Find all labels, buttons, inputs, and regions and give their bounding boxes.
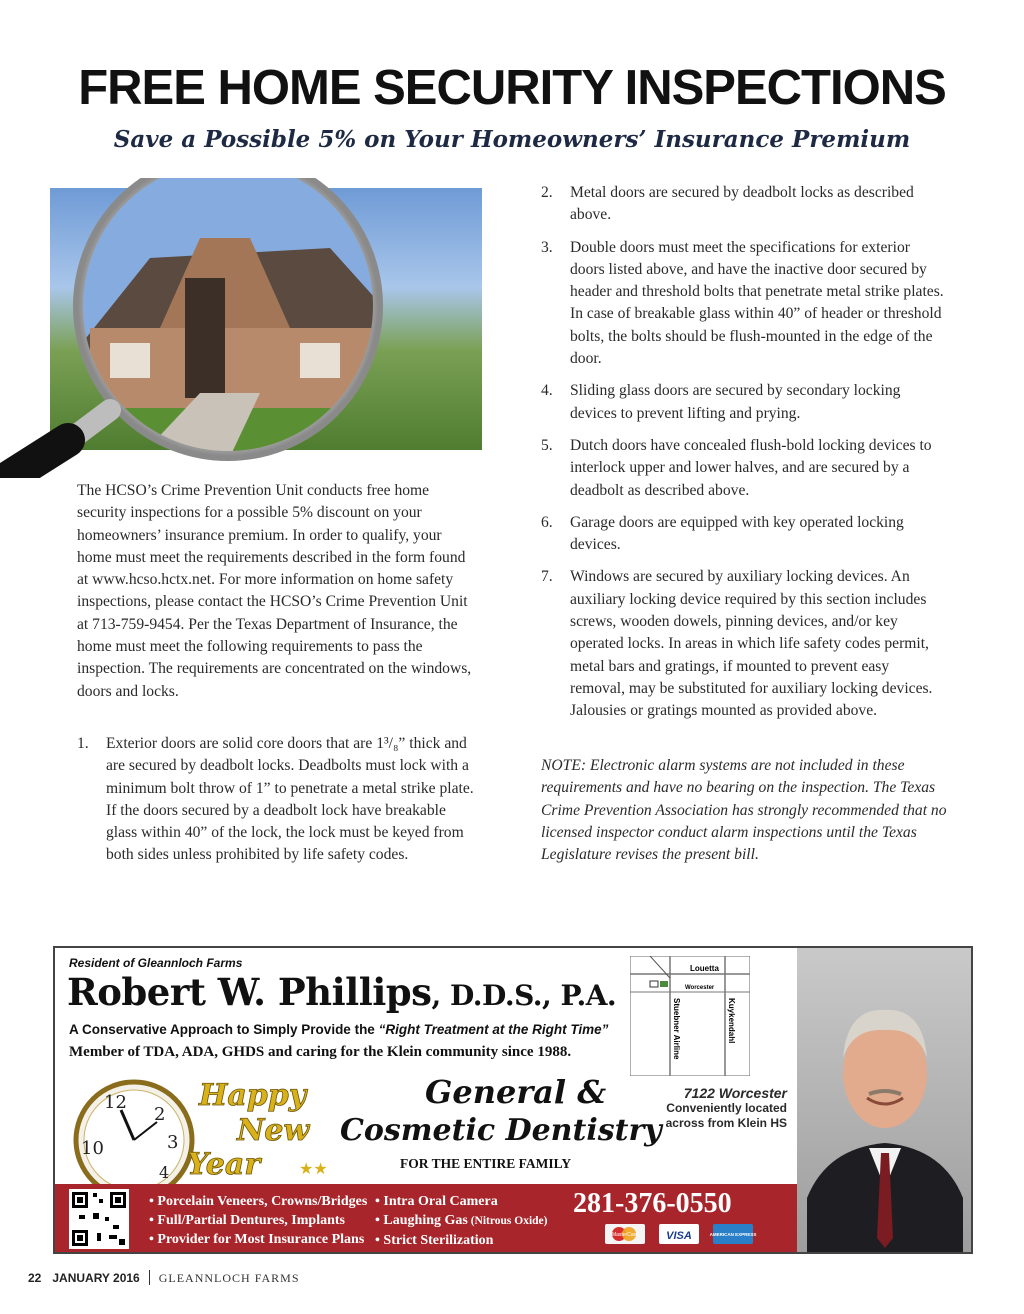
list-item-text: Metal doors are secured by deadbolt locks as described above.: [570, 184, 914, 224]
new-year-clock-icon: [59, 1070, 329, 1185]
list-item: [375, 1211, 548, 1231]
greeting-happy: Happy: [199, 1078, 307, 1113]
service-laughing-gas: Laughing Gas: [383, 1213, 468, 1228]
ad-services-band: [55, 1184, 797, 1254]
ad-dentist-name: [67, 970, 616, 1014]
list-item-text: Sliding glass doors are secured by secondary locking devices to prevent lifting and prying.: [570, 382, 901, 422]
alarm-note: NOTE: Electronic alarm systems are not included in these requirements and have no bearing on the inspection. The Texas Crime Prevention Association has strongly recommended that no licensed inspector conduct alarm inspections until the Texas Legislature revises the present bill.: [541, 757, 947, 864]
page-number: 22: [28, 1271, 42, 1285]
list-item-number: 7.: [541, 568, 553, 586]
payment-cards: [585, 1222, 775, 1246]
ad-resident-line: Resident of Gleannloch Farms: [69, 956, 243, 970]
dentist-portrait: [797, 948, 973, 1254]
list-item-text: Exterior doors are solid core doors that are 1³/₈” thick and are secured by deadbolt locks. Deadbolts must lock with a minimum bolt throw of 1” to penetrate a metal strike plate. If the doors secured by a deadbolt lock have breakable glass within 40” of the lock, the lock must be keyed from both sides unless prohibited by life safety codes.: [106, 735, 474, 864]
map-street-stuebner: Stuebner Airline: [672, 998, 681, 1060]
list-item-number: 1.: [77, 735, 89, 752]
list-item-text: Windows are secured by auxiliary locking devices. An auxiliary locking device required by this section includes screws, wooden dowels, pinning devices, and/or key operated locks. In areas in which life safety codes permit, metal bars and gratings, if mounted to prevent easy removal, may be substituted for auxiliary locking devices. Jalousies or gratings mounted as provided above.: [570, 568, 933, 720]
list-item: [541, 182, 946, 227]
footer-divider: [149, 1270, 150, 1285]
requirements-list-right: [541, 182, 946, 733]
list-item-number: 2.: [541, 184, 553, 201]
card-amex: AMERICAN EXPRESS: [709, 1232, 757, 1237]
map-street-kuykendahl: Kuykendahl: [727, 998, 736, 1044]
ad-credentials: , D.D.S., P.A.: [431, 979, 617, 1012]
list-item-number: 3.: [541, 238, 553, 256]
ad-location-line-2: across from Klein HS: [665, 1116, 787, 1130]
list-item-number: 5.: [541, 436, 553, 454]
list-item: [541, 566, 946, 722]
card-visa: VISA: [666, 1230, 692, 1242]
svg-text:3: 3: [167, 1132, 179, 1153]
ad-location-map: [630, 956, 750, 1076]
card-mastercard: MasterCard: [611, 1232, 639, 1238]
issue-date: JANUARY 2016: [52, 1271, 140, 1285]
svg-text:4: 4: [159, 1163, 170, 1182]
list-item: [541, 237, 946, 371]
publication-name: GLEANNLOCH FARMS: [158, 1271, 300, 1285]
map-street-worcester: Worcester: [685, 985, 715, 991]
requirements-list-left: [77, 733, 477, 877]
qr-code-icon[interactable]: [69, 1189, 129, 1249]
ad-address: 7122 Worcester: [683, 1085, 787, 1101]
ad-services-right: [375, 1192, 548, 1250]
list-item-text: Garage doors are equipped with key operated locking devices.: [570, 513, 904, 554]
list-item: • Intra Oral Camera: [375, 1192, 548, 1211]
ad-general-heading: General &: [425, 1073, 607, 1111]
list-item-number: 6.: [541, 513, 553, 531]
list-item: • Porcelain Veneers, Crowns/Bridges: [149, 1192, 367, 1211]
greeting-year: Year: [187, 1147, 261, 1182]
list-item: • Provider for Most Insurance Plans: [149, 1230, 367, 1249]
ad-approach-emphasis: “Right Treatment at the Right Time”: [378, 1022, 609, 1037]
ad-services-left: [149, 1192, 367, 1249]
ad-location-line-1: Conveniently located: [666, 1101, 787, 1115]
ad-cosmetic-heading: Cosmetic Dentistry: [340, 1113, 662, 1148]
ad-approach-line: [69, 1022, 608, 1037]
ad-name-text: Robert W. Phillips: [67, 970, 432, 1014]
list-item: [541, 435, 946, 502]
ad-member-line: Member of TDA, ADA, GHDS and caring for the Klein community since 1988.: [69, 1044, 572, 1060]
list-item-text: Double doors must meet the specifications for exterior doors listed above, and have the inactive door secured by header and threshold bolts that penetrate metal strike plates. In case of breakable glass within 40” of header or threshold bolts, the bolts should be flush-mounted in the edge of the door.: [570, 238, 944, 368]
svg-text:12: 12: [104, 1092, 127, 1113]
list-item: [541, 512, 946, 557]
dentist-portrait-icon: [797, 948, 973, 1254]
ad-phone-number[interactable]: 281-376-0550: [573, 1188, 732, 1219]
page-footer: [28, 1270, 300, 1286]
list-item: [541, 380, 946, 425]
svg-text:10: 10: [81, 1138, 104, 1159]
svg-text:2: 2: [154, 1104, 166, 1125]
ad-approach-prefix: A Conservative Approach to Simply Provide the: [69, 1022, 379, 1037]
list-item: [77, 733, 477, 867]
map-street-louetta: Louetta: [690, 964, 719, 973]
dentist-advertisement[interactable]: [53, 946, 973, 1254]
magnifying-glass-icon: [0, 178, 490, 478]
magnifier-house-photo: [0, 178, 490, 478]
list-item-text: Dutch doors have concealed flush-bold locking devices to interlock upper and lower halves, and are secured by a deadbolt as described above.: [570, 436, 932, 499]
page-subtitle: Save a Possible 5% on Your Homeowners’ Insurance Premium: [113, 126, 911, 153]
page-title: FREE HOME SECURITY INSPECTIONS: [78, 61, 946, 115]
greeting-new: New: [237, 1113, 310, 1148]
list-item: • Strict Sterilization: [375, 1231, 548, 1250]
ad-family-line: FOR THE ENTIRE FAMILY: [400, 1156, 572, 1171]
svg-text:★★: ★★: [299, 1161, 328, 1178]
list-item: • Full/Partial Dentures, Implants: [149, 1211, 367, 1230]
service-laughing-gas-note: (Nitrous Oxide): [467, 1215, 548, 1227]
intro-paragraph: The HCSO’s Crime Prevention Unit conducts free home security inspections for a possible 5% discount on your homeowners’ insurance premium. In order to qualify, your home must meet the requirements described in the form found at www.hcso.hctx.net. For more information on home safety inspections, please contact the HCSO’s Crime Prevention Unit at 713-759-9454. Per the Texas Department of Insurance, the home must meet the following requirements to pass the inspection. The requirements are concentrated on the windows, doors and locks.: [77, 482, 472, 700]
list-item-number: 4.: [541, 382, 553, 400]
